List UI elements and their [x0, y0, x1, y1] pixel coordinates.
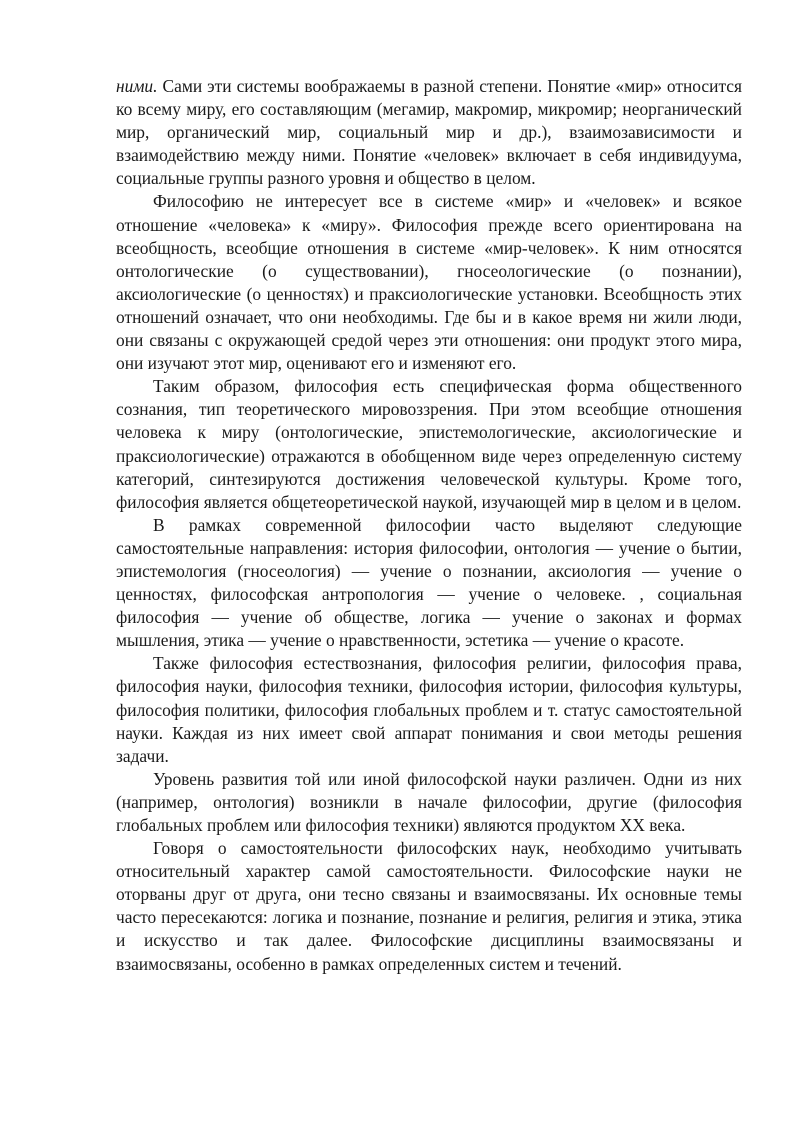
paragraph-1 [116, 75, 742, 190]
paragraph-6: Уровень развития той или иной философской науки различен. Одни из них (например, онтология) возникли в начале философии, другие (философия глобальных проблем или философия техники) являются продуктом XX века. [116, 768, 742, 835]
paragraph-5: Также философия естествознания, философия религии, философия права, философия науки, философия техники, философия истории, философия культуры, философия политики, философия глобальных проблем и т. статус самостоятельной науки. Каждая из них имеет свой аппарат понимания и свои методы решения задачи. [116, 653, 742, 766]
paragraph-4: В рамках современной философии часто выделяют следующие самостоятельные направления: история философии, онтология — учение о бытии, эпистемология (гносеология) — учение о познании, аксиология — учение о ценностях, философская антропология — учение о человеке. , социальная философия — учение об обществе, логика — учение о законах и формах мышления, этика — учение о нравственности, эстетика — учение о красоте. [116, 514, 742, 651]
paragraph-7: Говоря о самостоятельности философских наук, необходимо учитывать относительный характер самой самостоятельности. Философские науки не оторваны друг от друга, они тесно связаны и взаимосвязаны. Их основные темы часто пересекаются: логика и познание, познание и религия, религия и этика, этика и искусство и так далее. Философские дисциплины взаимосвязаны и взаимосвязаны, особенно в рамках определенных систем и течений. [116, 838, 742, 974]
italic-lead-word: ними. [116, 76, 158, 96]
paragraph-1-text: Сами эти системы воображаемы в разной степени. Понятие «мир» относится ко всему миру, его составляющим (мегамир, макромир, микромир; неорганический мир, органический мир, социальный мир и др.), взаимозависимости и взаимодействию между ними. Понятие «человек» включает в себя индивидуума, социальные группы разного уровня и общество в целом. [116, 76, 742, 189]
paragraph-3: Таким образом, философия есть специфическая форма общественного сознания, тип теоретического мировоззрения. При этом всеобщие отношения человека к миру (онтологические, эпистемологические, аксиологические и праксиологические) отражаются в обобщенном виде через определенную систему категорий, синтезируются достижения человеческой культуры. Кроме того, философия является общетеоретической наукой, изучающей мир в целом и в целом. [116, 376, 742, 512]
paragraph-2: Философию не интересует все в системе «мир» и «человек» и всякое отношение «человека» к «миру». Философия прежде всего ориентирована на всеобщность, всеобщие отношения в системе «мир-человек». К ним относятся онтологические (о существовании), гносеологические (о познании), аксиологические (о ценностях) и праксиологические установки. Всеобщность этих отношений означает, что они необходимы. Где бы и в какое время ни жили люди, они связаны с окружающей средой через эти отношения: они продукт этого мира, они изучают этот мир, оценивают его и изменяют его. [116, 191, 742, 374]
document-page [116, 75, 742, 976]
